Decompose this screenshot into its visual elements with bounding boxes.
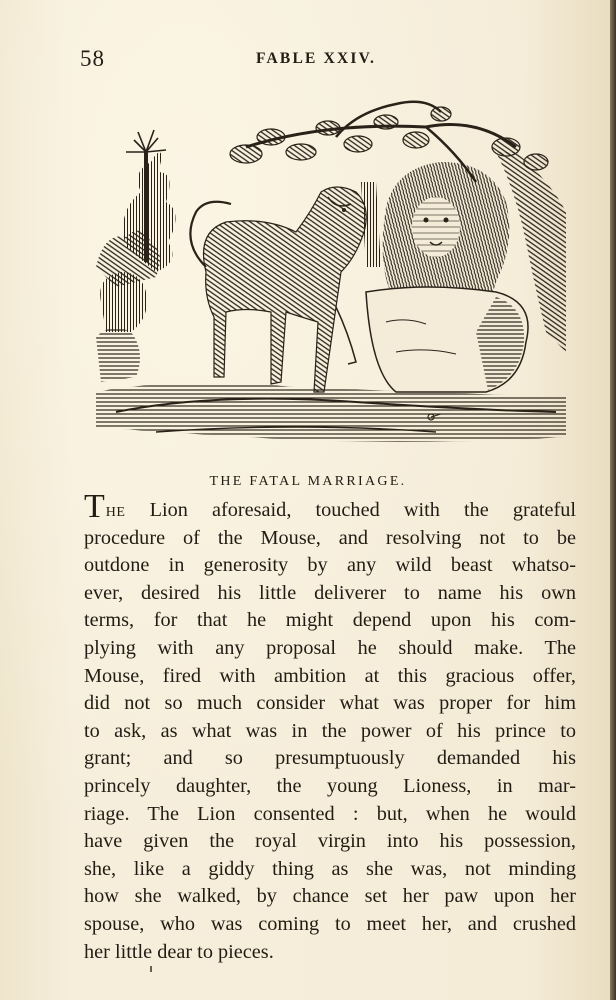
background-trees bbox=[96, 130, 176, 382]
text-line: procedure of the Mouse, and resolving not to be bbox=[84, 526, 576, 549]
text-line: spouse, who was coming to meet her, and crushed bbox=[84, 912, 576, 935]
text-line: terms, for that he might depend upon his com- bbox=[84, 609, 576, 632]
running-head bbox=[80, 46, 410, 76]
fable-body bbox=[84, 488, 576, 966]
text-line: Mouse, fired with ambition at this gracious offer, bbox=[84, 664, 576, 687]
woodcut-illustration bbox=[96, 92, 566, 458]
text-line: her little dear to pieces. bbox=[84, 940, 274, 963]
drop-cap: T bbox=[84, 488, 105, 525]
text-line: Lion aforesaid, touched with the grateful bbox=[149, 499, 576, 521]
text-line: outdone in generosity by any wild beast whatso- bbox=[84, 554, 576, 577]
rock bbox=[366, 287, 528, 392]
lion-figure bbox=[383, 162, 510, 307]
text-line: to ask, as what was in the power of his prince to bbox=[84, 719, 576, 742]
overhanging-branches bbox=[230, 102, 548, 182]
text-line: how she walked, by chance set her paw upon her bbox=[84, 885, 576, 908]
page-edge-shadow bbox=[610, 0, 616, 1000]
text-line: plying with any proposal he should make. The bbox=[84, 636, 576, 659]
text-line: grant; and so presumptuously demanded his bbox=[84, 747, 576, 770]
lioness-figure bbox=[190, 187, 366, 392]
fable-title: FABLE XXIV. bbox=[256, 50, 377, 67]
text-line: did not so much consider what was proper for him bbox=[84, 692, 576, 715]
drop-cap-continuation: he bbox=[105, 499, 126, 521]
ground bbox=[96, 383, 566, 442]
page-number: 58 bbox=[80, 46, 105, 71]
first-line bbox=[84, 488, 576, 525]
illustration-caption: THE FATAL MARRIAGE. bbox=[209, 474, 407, 489]
text-line: have given the royal virgin into his possession, bbox=[84, 830, 576, 853]
text-line: princely daughter, the young Lioness, in mar- bbox=[84, 774, 576, 797]
text-line: ever, desired his little deliverer to name his own bbox=[84, 581, 576, 604]
text-line: riage. The Lion consented : but, when he would bbox=[84, 802, 576, 825]
ink-speck bbox=[150, 966, 152, 972]
text-line: she, like a giddy thing as she was, not minding bbox=[84, 857, 576, 880]
